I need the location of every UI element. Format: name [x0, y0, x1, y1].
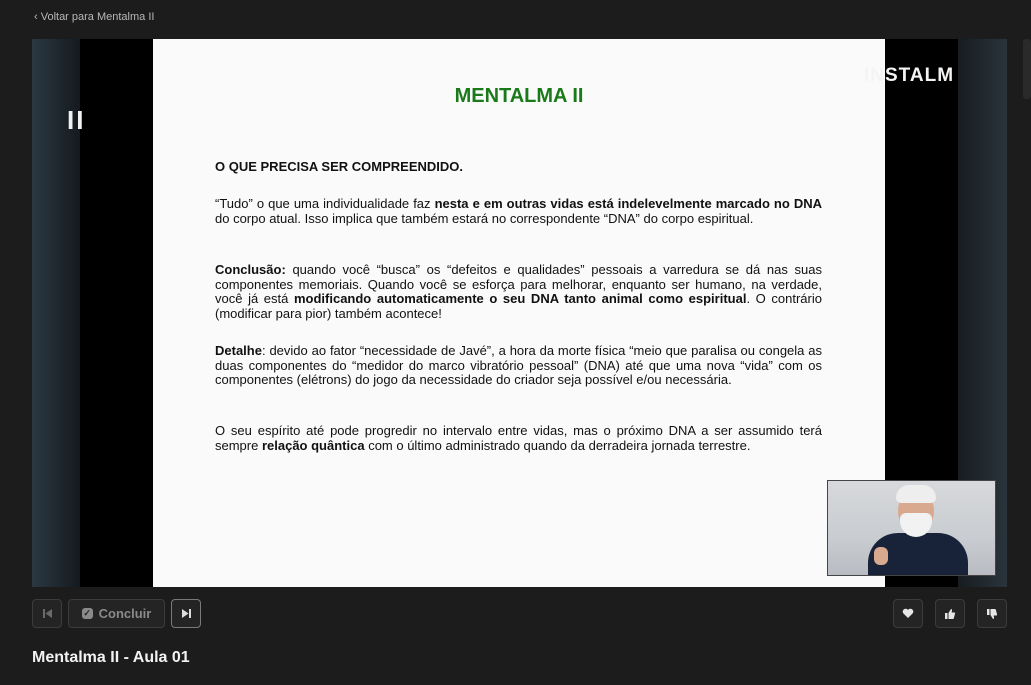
slide-title: MENTALMA II — [454, 85, 584, 107]
check-icon: ✓ — [83, 608, 91, 618]
video-player[interactable] — [32, 39, 1007, 587]
conclude-label: Concluir — [98, 606, 152, 621]
thumbs-up-button[interactable] — [935, 599, 965, 628]
conclude-button[interactable] — [68, 599, 165, 628]
next-lesson-button[interactable] — [171, 599, 201, 628]
pause-icon[interactable]: II — [67, 105, 86, 135]
thumbs-down-button[interactable] — [977, 599, 1007, 628]
slide-subtitle: O QUE PRECISA SER COMPREENDIDO. — [215, 159, 463, 174]
letterbox-left — [80, 39, 153, 587]
thumbs-up-icon — [944, 608, 956, 620]
slide-paragraph-2: Conclusão: quando você “busca” os “defeitos e qualidades” pessoais a varredura se dá nas suas componentes memoriais. Quando você se esforça para melhorar, enquanto ser humano, na verdade, você já está modificando automaticamente o seu DNA tanto animal como espiritual. O contrário (modificar para pior) também acontece! — [215, 262, 822, 321]
slide-paragraph-1: “Tudo” o que uma individualidade faz nesta e em outras vidas está indelevelmente marcado no DNA do corpo atual. Isso implica que também estará no correspondente “DNA” do corpo espiritual. — [215, 196, 823, 226]
back-to-course-link[interactable]: ‹ Voltar para Mentalma II — [34, 11, 155, 23]
brand-watermark: INSTALM — [864, 65, 955, 86]
skip-back-icon — [42, 608, 53, 619]
slide-paragraph-4: O seu espírito até pode progredir no intervalo entre vidas, mas o próximo DNA a ser assumido terá sempre relação quântica com o último administrado quando da derradeira jornada terrestre. — [215, 423, 822, 453]
page-scrollbar[interactable] — [1023, 39, 1031, 99]
presentation-slide — [153, 39, 885, 587]
thumbs-down-icon — [986, 608, 998, 620]
heart-icon — [902, 608, 914, 619]
favorite-button[interactable] — [893, 599, 923, 628]
skip-forward-icon — [181, 608, 192, 619]
lesson-title: Mentalma II - Aula 01 — [32, 649, 190, 666]
slide-paragraph-3: Detalhe: devido ao fator “necessidade de Javé”, a hora da morte física “meio que paralisa ou congela as duas componentes do “medidor do marco vibratório pessoal” (DNA) até que uma nova “vida” com os componentes (elétrons) do jogo da necessidade do criador seja possível e/ou necessária. — [215, 343, 822, 388]
previous-lesson-button[interactable] — [32, 599, 62, 628]
presenter-webcam-overlay — [827, 480, 996, 576]
